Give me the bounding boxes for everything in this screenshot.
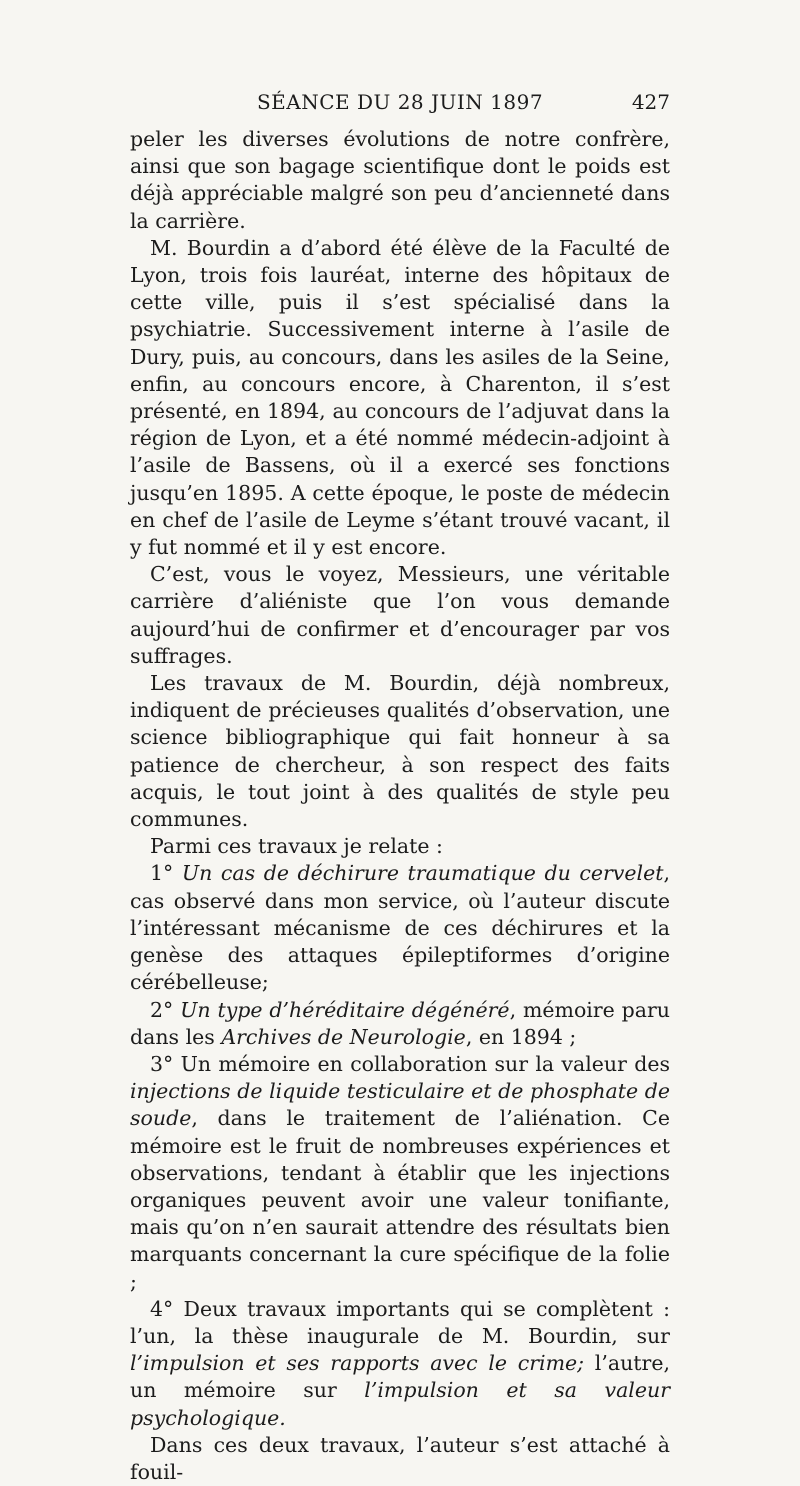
list-item-3: [130, 1051, 670, 1296]
paragraph-appeal: C’est, vous le voyez, Messieurs, une véritable carrière d’aliéniste que l’on vous demande aujourd’hui de confirmer et d’encourager par vos suffrages.: [130, 562, 670, 668]
list-item-2: [130, 997, 670, 1051]
list-item-4-title-2: l’impulsion et sa valeur psychologique.: [130, 1378, 670, 1430]
list-item-2-title: Un type d’héréditaire dégénéré: [180, 997, 510, 1022]
list-item-1-number: 1°: [150, 861, 174, 886]
list-item-2-text: , en 1894 ;: [465, 1024, 577, 1049]
list-item-1-title: Un cas de déchirure traumatique du cervelet: [181, 861, 664, 886]
paragraph-continuation: peler les diverses évolutions de notre confrère, ainsi que son bagage scientifique dont le poids est déjà appréciable malgré son peu d’ancienneté dans la carrière.: [130, 127, 670, 233]
list-item-3-lead: Un mémoire en collaboration sur la valeur des: [180, 1051, 670, 1076]
body-text: [130, 126, 670, 1486]
list-item-4-middle: l’autre, un mémoire sur: [130, 1351, 670, 1403]
paragraph-works-intro: Les travaux de M. Bourdin, déjà nombreux, indiquent de précieuses qualités d’observation, une science bibliographique qui fait honneur à sa patience de chercheur, à son respect des faits acquis, le tout joint à des qualités de style peu communes.: [130, 671, 670, 832]
page-number: 427: [631, 90, 670, 114]
paragraph-list-intro: Parmi ces travaux je relate :: [150, 834, 443, 859]
list-item-3-text: , dans le traitement de l’aliénation. Ce mémoire est le fruit de nombreuses expériences et observations, tendant à établir que les injections organiques peuvent avoir une valeur tonifiante, mais qu’on n’en saurait attendre des résultats bien marquants concernant la cure spécifique de la folie ;: [130, 1106, 670, 1294]
paragraph-final: Dans ces deux travaux, l’auteur s’est attaché à fouil-: [130, 1432, 670, 1484]
list-item-4: [130, 1296, 670, 1432]
list-item-4-number: 4°: [150, 1296, 174, 1321]
list-item-2-number: 2°: [150, 997, 174, 1022]
document-page: [130, 86, 670, 1484]
list-item-2-middle: , mémoire paru dans les: [130, 997, 670, 1049]
paragraph-career: M. Bourdin a d’abord été élève de la Faculté de Lyon, trois fois lauréat, interne des hôpitaux de cette ville, puis il s’est spécialisé dans la psychiatrie. Successivement interne à l’asile de Dury, puis, au concours, dans les asiles de la Seine, enfin, au concours encore, à Charenton, il s’est présenté, en 1894, au concours de l’adjuvat dans la région de Lyon, et a été nommé médecin-adjoint à l’asile de Bassens, où il a exercé ses fonctions jusqu’en 1895. A cette époque, le poste de médecin en chef de l’asile de Leyme s’étant trouvé vacant, il y fut nommé et il y est encore.: [130, 235, 670, 560]
list-item-4-lead: Deux travaux importants qui se complètent : l’un, la thèse inaugurale de M. Bourdin, sur: [130, 1296, 670, 1348]
list-item-2-journal: Archives de Neurologie: [221, 1024, 466, 1049]
list-item-1: [130, 860, 670, 996]
list-item-4-title-1: l’impulsion et ses rapports avec le crime;: [130, 1351, 585, 1376]
list-item-3-number: 3°: [150, 1051, 174, 1076]
list-item-3-title: injections de liquide testiculaire et de phosphate de soude: [130, 1079, 670, 1131]
running-title: SÉANCE DU 28 JUIN 1897: [256, 90, 544, 114]
running-header: [130, 86, 670, 120]
list-item-1-text: , cas observé dans mon service, où l’auteur discute l’intéressant mécanisme de ces déchirures et la genèse des attaques épileptiformes d’origine cérébelleuse;: [130, 861, 670, 995]
